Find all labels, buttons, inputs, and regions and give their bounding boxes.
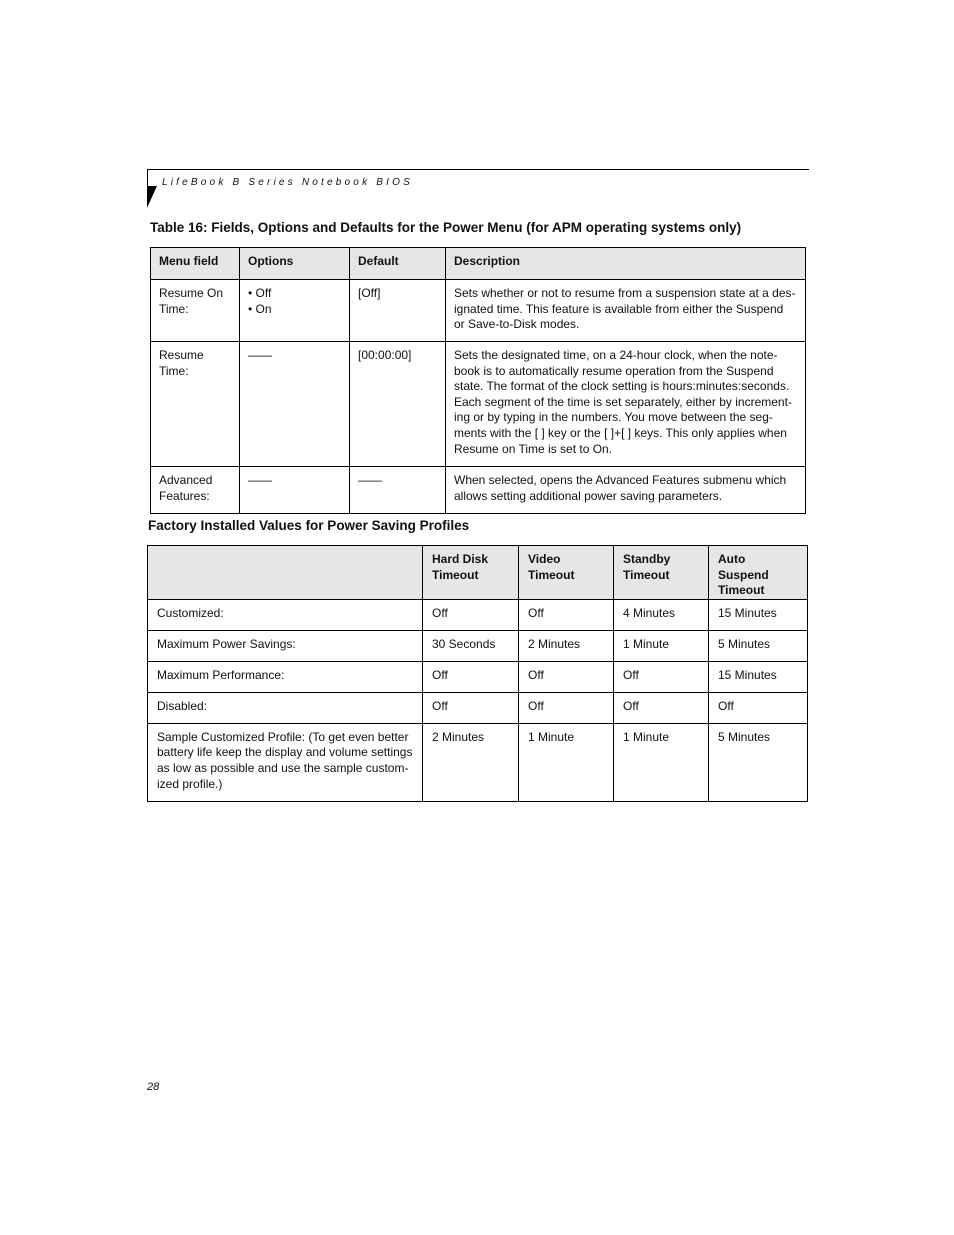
- power-profiles-table: [147, 545, 808, 802]
- power-menu-table: [150, 247, 806, 514]
- table-row: [148, 630, 808, 661]
- value-cell: Off: [519, 692, 614, 723]
- running-head: LifeBook B Series Notebook BIOS: [162, 177, 413, 188]
- options-cell: [240, 467, 350, 514]
- profile-name-cell: Maximum Performance:: [148, 661, 423, 692]
- header-rule: [148, 169, 809, 170]
- column-header: Description: [446, 248, 806, 280]
- table-row: [148, 599, 808, 630]
- profile-name-cell: Disabled:: [148, 692, 423, 723]
- value-cell: Off: [423, 661, 519, 692]
- column-header: Options: [240, 248, 350, 280]
- value-cell: 2 Minutes: [519, 630, 614, 661]
- value-cell: 15 Minutes: [709, 661, 808, 692]
- value-cell: 5 Minutes: [709, 723, 808, 801]
- column-header: [148, 546, 423, 600]
- description-cell: Sets whether or not to resume from a suspension state at a des-ignated time. This feature is available from either the Suspend or Save-to-Disk modes.: [446, 280, 806, 342]
- value-cell: 15 Minutes: [709, 599, 808, 630]
- value-cell: 5 Minutes: [709, 630, 808, 661]
- value-cell: 1 Minute: [519, 723, 614, 801]
- table-header-row: [148, 546, 808, 600]
- page-number: 28: [147, 1081, 160, 1093]
- default-cell: ——: [350, 467, 446, 514]
- column-header: Video Timeout: [519, 546, 614, 600]
- table-row: [148, 661, 808, 692]
- option-item: ——: [248, 348, 272, 362]
- value-cell: 30 Seconds: [423, 630, 519, 661]
- column-header: Auto Suspend Timeout: [709, 546, 808, 600]
- value-cell: 1 Minute: [614, 630, 709, 661]
- header-wedge-mark: [147, 186, 157, 208]
- options-cell: [240, 342, 350, 467]
- column-header: Default: [350, 248, 446, 280]
- value-cell: 4 Minutes: [614, 599, 709, 630]
- column-header: Menu field: [151, 248, 240, 280]
- column-header: Standby Timeout: [614, 546, 709, 600]
- option-item: • Off: [248, 286, 272, 300]
- value-cell: 1 Minute: [614, 723, 709, 801]
- description-cell: When selected, opens the Advanced Features submenu which allows setting additional power saving parameters.: [446, 467, 806, 514]
- profile-name-cell: Customized:: [148, 599, 423, 630]
- value-cell: Off: [519, 661, 614, 692]
- profile-name-cell: Sample Customized Profile: (To get even better battery life keep the display and volume settings as low as possible and use the sample custom-ized profile.): [148, 723, 423, 801]
- option-item: • On: [248, 301, 272, 316]
- value-cell: Off: [614, 661, 709, 692]
- table-row: [151, 467, 806, 514]
- default-cell: [00:00:00]: [350, 342, 446, 467]
- profiles-title: Factory Installed Values for Power Saving Profiles: [148, 518, 470, 533]
- column-header: Hard Disk Timeout: [423, 546, 519, 600]
- value-cell: Off: [709, 692, 808, 723]
- table-row: [148, 723, 808, 801]
- value-cell: Off: [614, 692, 709, 723]
- menu-field-cell: Resume On Time:: [151, 280, 240, 342]
- table-16-title: Table 16: Fields, Options and Defaults for the Power Menu (for APM operating systems only): [150, 220, 742, 235]
- description-cell: Sets the designated time, on a 24-hour clock, when the note-book is to automatically resume operation from the Suspend state. The format of the clock setting is hours:minutes:seconds. Each segment of the time is set separately, either by increment-ing or by typing in the numbers. You move between the seg-ments with the [ ] key or the [ ]+[ ] keys. This only applies when Resume on Time is set to On.: [446, 342, 806, 467]
- table-row: [148, 692, 808, 723]
- value-cell: Off: [423, 599, 519, 630]
- option-item: ——: [248, 473, 272, 487]
- table-header-row: [151, 248, 806, 280]
- value-cell: Off: [519, 599, 614, 630]
- profile-name-cell: Maximum Power Savings:: [148, 630, 423, 661]
- menu-field-cell: Resume Time:: [151, 342, 240, 467]
- table-row: [151, 342, 806, 467]
- default-cell: [Off]: [350, 280, 446, 342]
- menu-field-cell: Advanced Features:: [151, 467, 240, 514]
- value-cell: Off: [423, 692, 519, 723]
- value-cell: 2 Minutes: [423, 723, 519, 801]
- options-cell: [240, 280, 350, 342]
- table-row: [151, 280, 806, 342]
